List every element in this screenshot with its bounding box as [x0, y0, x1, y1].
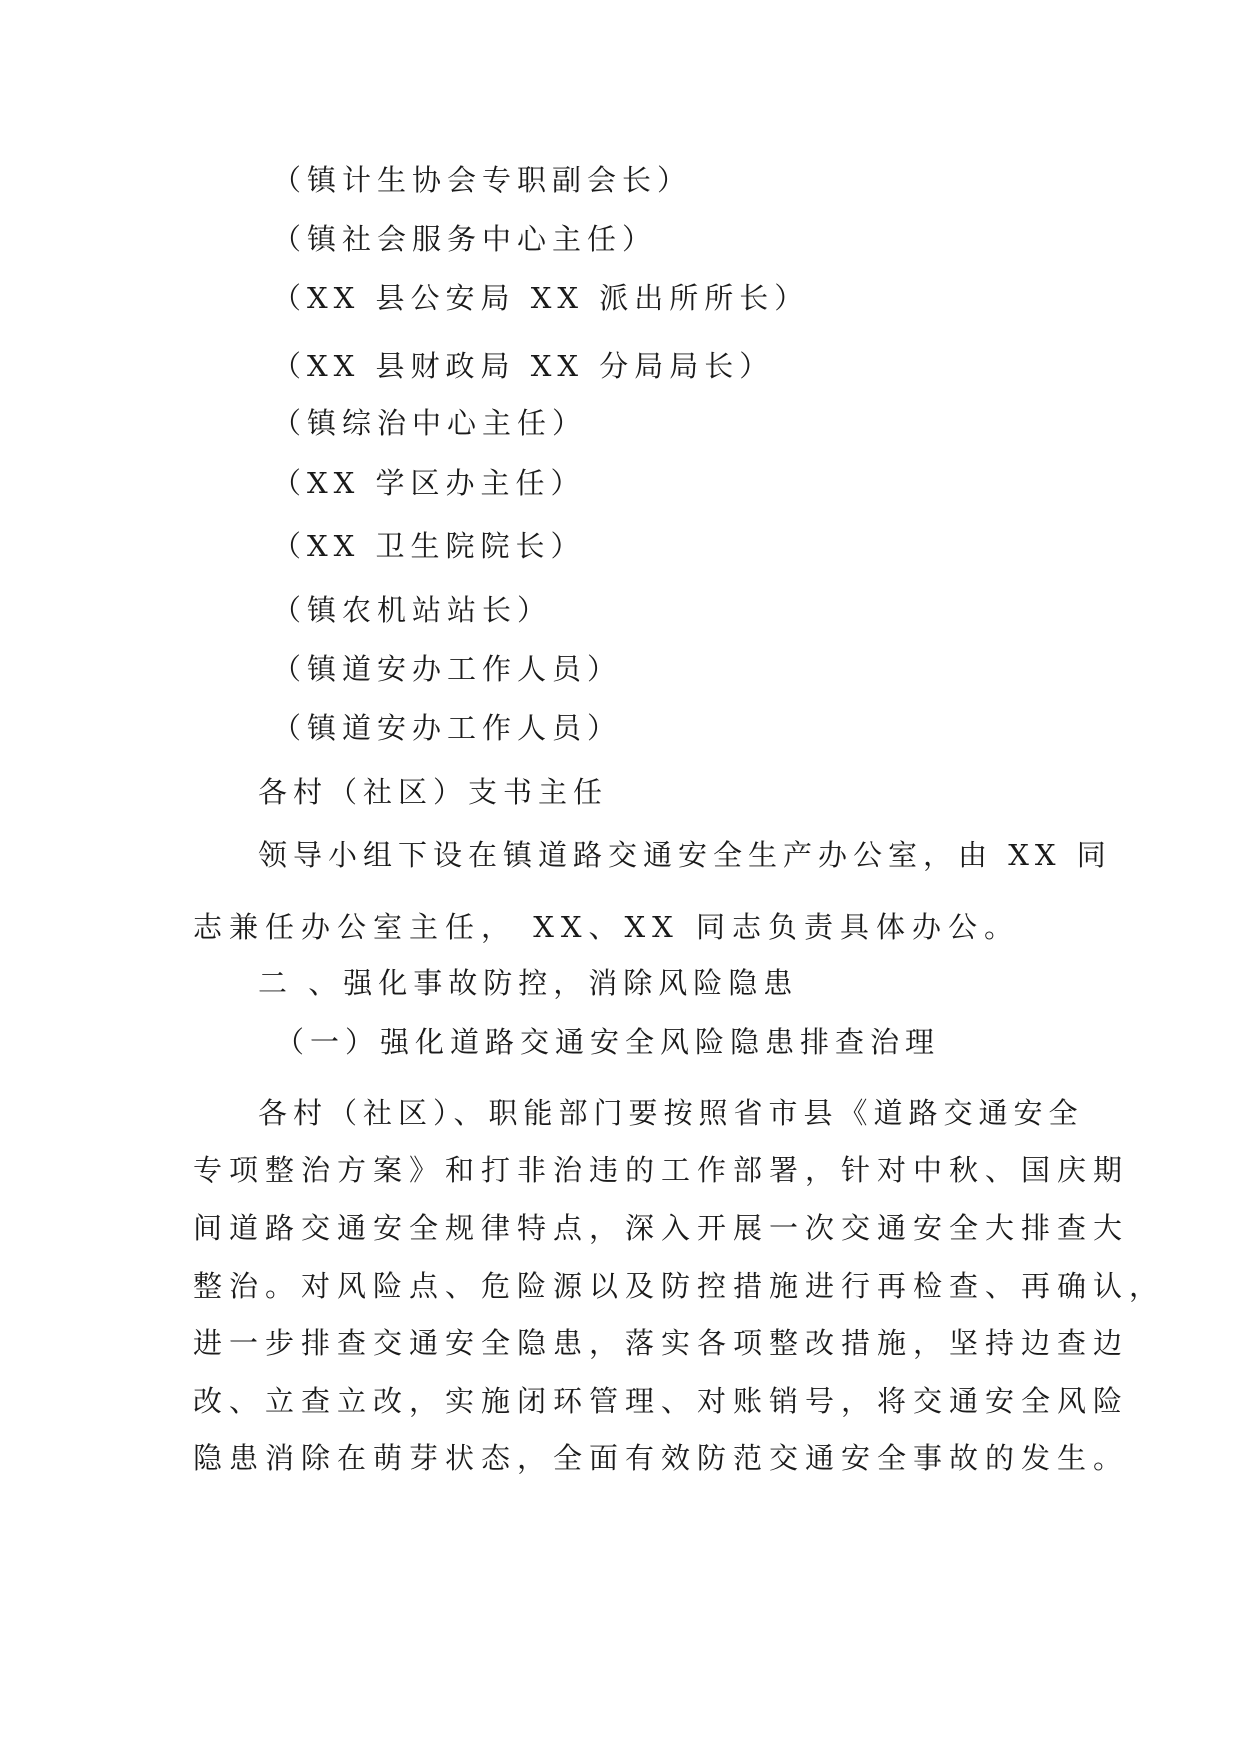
body-paragraph-line: 专项整治方案》和打非治违的工作部署，针对中秋、国庆期: [193, 1153, 1130, 1187]
subsection-heading: （一）强化道路交通安全风险隐患排查治理: [275, 1025, 941, 1059]
body-paragraph-line: 整治。对风险点、危险源以及防控措施进行再检查、再确认，: [193, 1269, 1166, 1303]
member-line: （镇社会服务中心主任）: [272, 222, 658, 256]
office-paragraph-line: 志兼任办公室主任， XX、XX 同志负责具体办公。: [193, 910, 1021, 944]
village-line: 各村（社区）支书主任: [258, 775, 609, 809]
member-line: （XX 学区办主任）: [272, 466, 586, 500]
member-line: （镇农机站站长）: [272, 593, 553, 627]
body-paragraph-line: 隐患消除在萌芽状态，全面有效防范交通安全事故的发生。: [193, 1441, 1130, 1475]
member-line: （镇综治中心主任）: [272, 406, 588, 440]
body-paragraph-line: 改、立查立改，实施闭环管理、对账销号，将交通安全风险: [193, 1384, 1130, 1418]
office-paragraph-line: 领导小组下设在镇道路交通安全生产办公室，由 XX 同: [258, 838, 1112, 872]
member-line: （镇计生协会专职副会长）: [272, 163, 693, 197]
member-line: （XX 卫生院院长）: [272, 529, 586, 563]
section-heading: 二 、强化事故防控，消除风险隐患: [258, 966, 799, 1000]
body-paragraph-line: 进一步排查交通安全隐患，落实各项整改措施，坚持边查边: [193, 1326, 1130, 1360]
body-paragraph-line: 各村（社区）、职能部门要按照省市县《道路交通安全: [258, 1096, 1084, 1130]
member-line: （镇道安办工作人员）: [272, 711, 623, 745]
member-line: （XX 县公安局 XX 派出所所长）: [272, 281, 810, 315]
body-paragraph-line: 间道路交通安全规律特点，深入开展一次交通安全大排查大: [193, 1211, 1130, 1245]
member-line: （XX 县财政局 XX 分局局长）: [272, 349, 775, 383]
member-line: （镇道安办工作人员）: [272, 652, 623, 686]
